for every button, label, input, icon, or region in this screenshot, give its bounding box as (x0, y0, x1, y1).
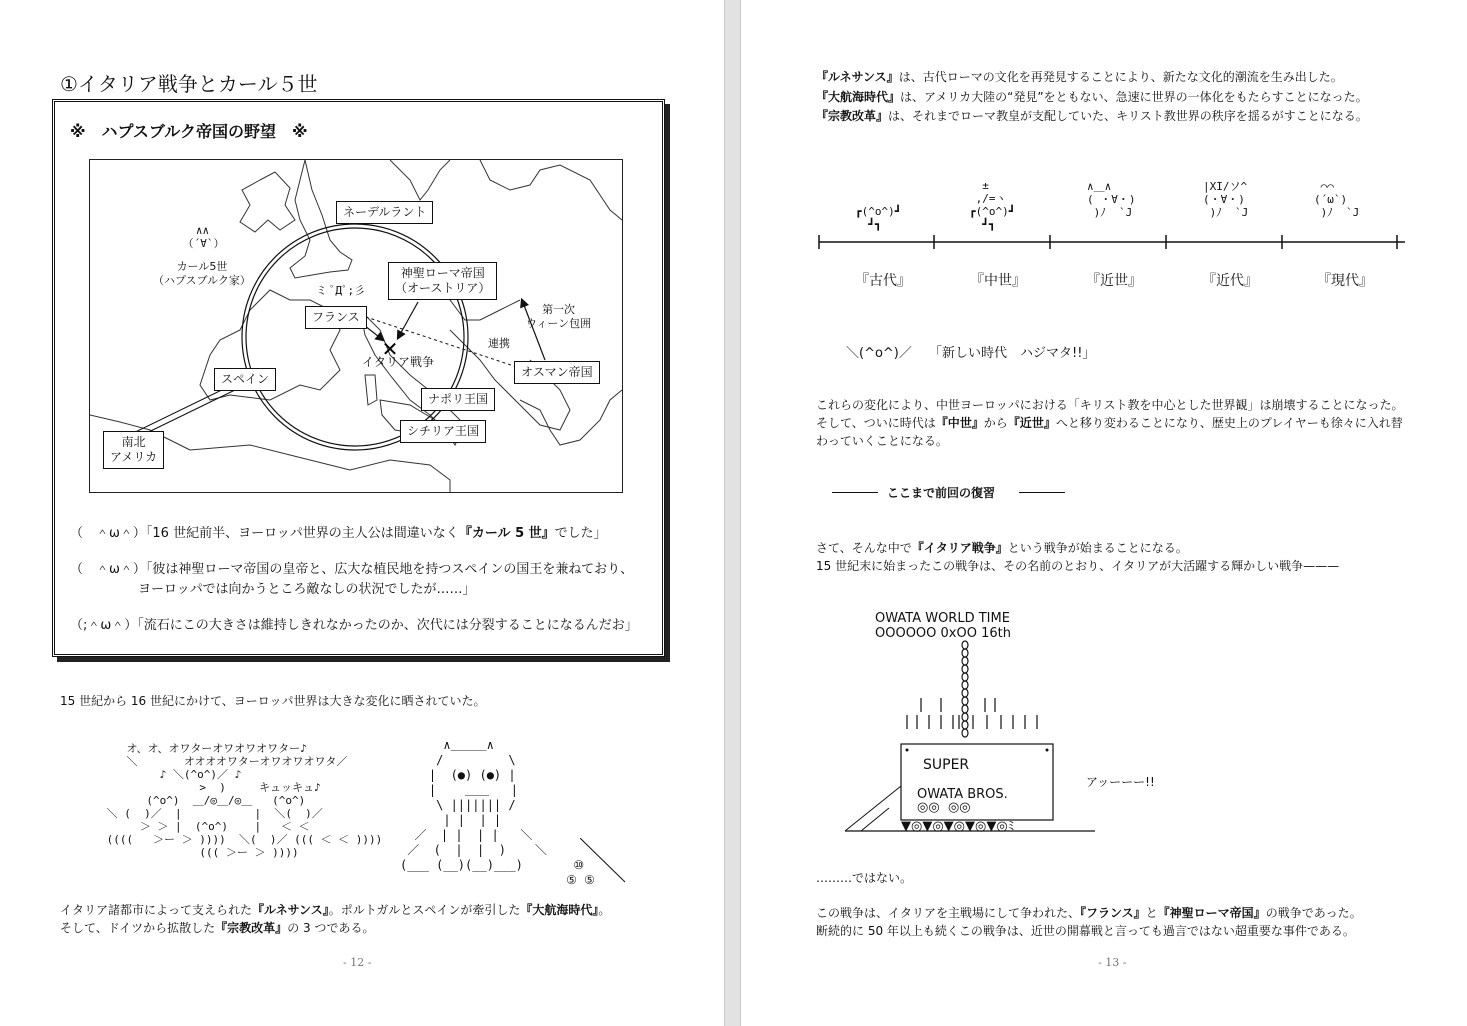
box-title: ※ ハプスブルク帝国の野望 ※ (70, 122, 308, 141)
def-renaissance-term: 『ルネサンス』 (816, 70, 899, 84)
game-hud-line-1: OWATA WORLD TIME (875, 611, 1010, 626)
label-america-line1: 南北 (121, 435, 146, 449)
story-line-2: 15 世紀末に始まったこの戦争は、その名前のとおり、イタリアが大活躍する輝かしい戦争——— (816, 559, 1340, 573)
p1-age-of-discovery: 『大航海時代』 (520, 903, 599, 917)
era-early-modern-label: 『近世』 (1086, 273, 1142, 289)
dialog-2 (70, 558, 633, 577)
change-line-3: わっていくことになる。 (816, 434, 948, 448)
game-shout: アッーーー!! (1086, 775, 1155, 789)
label-vienna-line2: ウィーン包囲 (526, 317, 592, 330)
label-ottoman: オスマン帝国 (514, 361, 600, 384)
timeline (815, 230, 1407, 254)
era-contemporary-label: 『現代』 (1317, 273, 1373, 289)
empire-circle-inner (246, 228, 464, 446)
page-number-right: - 13 - (1098, 956, 1127, 969)
final-l1-a: この戦争は、イタリアを主戦場にして争われた、 (816, 906, 1081, 920)
story-l1-c: という戦争が始まることになる。 (1007, 541, 1188, 555)
game-box-title-1: SUPER (923, 757, 970, 773)
label-france: フランス (305, 306, 367, 329)
paragraph-line-1 (60, 901, 610, 919)
not-really-text: ………ではない。 (816, 871, 913, 885)
label-vienna-line1: 第一次 (542, 303, 576, 316)
empire-circle-outer (242, 224, 468, 450)
section-heading: ①イタリア戦争とカール５世 (60, 72, 318, 96)
label-hre-line2: （オーストリア） (395, 281, 491, 295)
dialog-3-text: 「流石にこの大きさは維持しきれなかったのか、次代には分裂することになるんだお」 (137, 618, 638, 633)
label-naples: ナポリ王国 (421, 388, 495, 411)
dialog-3-face: （;＾ω＾） (70, 618, 138, 633)
final-l1-e: の戦争であった。 (1265, 906, 1362, 920)
new-era-face: ＼(^o^)／ (846, 346, 912, 361)
review-rule-left (832, 492, 878, 493)
dialog-2-face: （ ＾ω＾） (70, 562, 146, 577)
label-america-line2: アメリカ (110, 450, 158, 464)
label-italian-war: イタリア戦争 (362, 355, 435, 369)
page-gutter (724, 0, 741, 1026)
final-hre: 『神聖ローマ帝国』 (1157, 906, 1266, 920)
p2-text-a: そして、ドイツから拡散した (60, 921, 216, 935)
dialog-1-end: でした」 (554, 526, 607, 541)
dialog-1-bold: 『カール 5 世』 (458, 526, 555, 541)
game-coins: ◎◎ ◎◎ (917, 800, 971, 815)
dialog-2-cont: ヨーロッパでは向かうところ敵なしの状況でしたが……」 (138, 582, 476, 597)
era-ancient-aa: ┏(^o^)┛ ┛┓ (855, 205, 902, 231)
change-line-2 (816, 414, 1403, 432)
dialog-2-text: 「彼は神聖ローマ帝国の皇帝と、広大な植民地を持つスペインの国王を兼ねており、 (145, 562, 634, 577)
label-netherlands: ネーデルラント (336, 201, 433, 224)
def-reformation-term: 『宗教改革』 (816, 109, 889, 123)
label-spain: スペイン (214, 368, 276, 391)
era-medieval-aa: ± ,/=ヽ ┏(^o^)┛ ┛┓ (969, 179, 1016, 231)
final-line-2: 断続的に 50 年以上も続くこの戦争は、近世の開幕戦と言っても過言ではない超重要な事件である。 (816, 924, 1355, 938)
story-italian-war: 『イタリア戦争』 (911, 541, 1008, 555)
def-renaissance-text: は、古代ローマの文化を再発見することにより、新たな文化的潮流を生み出した。 (898, 70, 1343, 84)
table-edge (580, 838, 630, 886)
def-age-of-discovery (816, 88, 1368, 106)
motion-lines (907, 698, 1037, 729)
game-hud-line-2: OOOOOO 0xOO 16th (875, 626, 1011, 641)
era-modern-label: 『近代』 (1202, 273, 1258, 289)
paragraph-line-2 (60, 919, 374, 937)
europe-map (89, 159, 623, 493)
intro-text: 15 世紀から 16 世紀にかけて、ヨーロッパ世界は大きな変化に晒されていた。 (60, 694, 486, 708)
label-america (103, 431, 164, 469)
page-number-left: - 12 - (343, 956, 372, 969)
label-alliance: 連携 (488, 337, 510, 350)
dialog-1-text: 「16 世紀前半、ヨーロッパ世界の主人公は間違いなく (145, 526, 459, 541)
page-left (0, 0, 724, 1026)
era-medieval-label: 『中世』 (970, 273, 1026, 289)
era-modern-aa: |XI/ソ^ (・∀・) )ﾉ `J (1203, 180, 1249, 219)
game-box-title-2: OWATA BROS. (917, 787, 1008, 802)
def-discovery-term: 『大航海時代』 (816, 90, 901, 104)
karl-aa: ∧∧ （´∀`） (182, 224, 225, 250)
def-reformation-text: は、それまでローマ教皇が支配していた、キリスト教世界の秩序を揺るがすことになる。 (888, 109, 1368, 123)
p1-text-a: イタリア諸都市によって支えられた (60, 903, 253, 917)
p1-text-e: 。 (598, 903, 611, 917)
rope-chain (962, 641, 968, 737)
page-right (741, 0, 1467, 1026)
game-scene (841, 640, 1101, 835)
change-early-modern: 『近世』 (1007, 416, 1056, 430)
label-karl-line2: （ハプスブルク家） (153, 274, 251, 287)
label-hre-line1: 神聖ローマ帝国 (400, 266, 485, 280)
review-label: ここまで前回の復習 (887, 486, 996, 500)
label-sicily: シチリア王国 (400, 420, 486, 443)
game-blocks: ▼◎▼◎▼◎▼◎▼◎ﾐ (901, 819, 1015, 834)
final-line-1 (816, 904, 1362, 922)
france-aa: ミ ﾟДﾟ;彡 (316, 284, 366, 297)
p2-reformation: 『宗教改革』 (215, 921, 288, 935)
label-vienna (526, 303, 591, 331)
story-l1-a: さて、そんな中で (816, 541, 912, 555)
change-medieval: 『中世』 (935, 416, 984, 430)
change-l2-e: へと移り変わることになり、歴史上のプレイヤーも徐々に入れ替 (1055, 416, 1403, 430)
p2-text-c: の 3 つである。 (287, 921, 375, 935)
atlantic-route (125, 385, 232, 437)
era-contemporary-aa: ⌒⌒ (´ω`) )ﾉ `J (1314, 180, 1360, 219)
change-l2-a: そして、ついに時代は (816, 416, 936, 430)
def-discovery-text: は、アメリカ大陸の“発見”をともない、急速に世界の一体化をもたらすことになった。 (900, 90, 1368, 104)
change-line-1: これらの変化により、中世ヨーロッパにおける「キリスト教を中心とした世界観」は崩壊することになった。 (816, 398, 1404, 412)
final-france: 『フランス』 (1080, 906, 1146, 920)
hre-attack-arrow (398, 302, 418, 338)
def-reformation (816, 107, 1368, 125)
dialog-3 (70, 614, 638, 633)
label-karl (153, 260, 251, 288)
story-line-1 (816, 539, 1188, 557)
ramp-line (845, 786, 901, 831)
dialog-1 (70, 522, 607, 541)
p1-text-c: 。ポルトガルとスペインが牽引した (328, 903, 521, 917)
review-rule-right (1019, 492, 1065, 493)
owata-song-aa: オ、オ、オワターオワオワオワター♪ ＼ オオオオワターオワオワオワタ／ ♪ ＼(^o^)／ ♪ > ) キュッキュ♪ (^o^) ＿/◎＿/◎＿ (^o^) ＼ ( )／ | | ＼( )／ ＞ ＞ | (^o^) | ＜ ＜ (((( ＞ー ＞ )))) ＼( )／ ((( ＜ ＜ )))) ((( ＞ー ＞ )))) (106, 742, 383, 859)
label-hre (388, 262, 497, 300)
p1-renaissance: 『ルネサンス』 (252, 903, 329, 917)
change-l2-c: から (983, 416, 1008, 430)
cat-aa: ∧＿＿＿∧ / \ | (●) (●) | | ＿＿ | \ ||||||| / | | | | ／ | | | | ＼ ／ ( | | ) ＼ (___ (__)(__)___) ⑩ ⑤ ⑤ (400, 738, 595, 887)
label-karl-line1: カール5世 (176, 260, 228, 273)
dialog-1-face: （ ＾ω＾） (70, 526, 146, 541)
era-ancient-label: 『古代』 (855, 273, 911, 289)
era-early-modern-aa: ∧＿∧ ( ・∀・) )ﾉ `J (1087, 180, 1136, 219)
final-l1-c: と (1145, 906, 1158, 920)
battle-mark: ✕ (381, 337, 399, 361)
def-renaissance (816, 68, 1343, 86)
new-era-text: 「新しい時代 ハジマタ!!」 (929, 346, 1096, 361)
